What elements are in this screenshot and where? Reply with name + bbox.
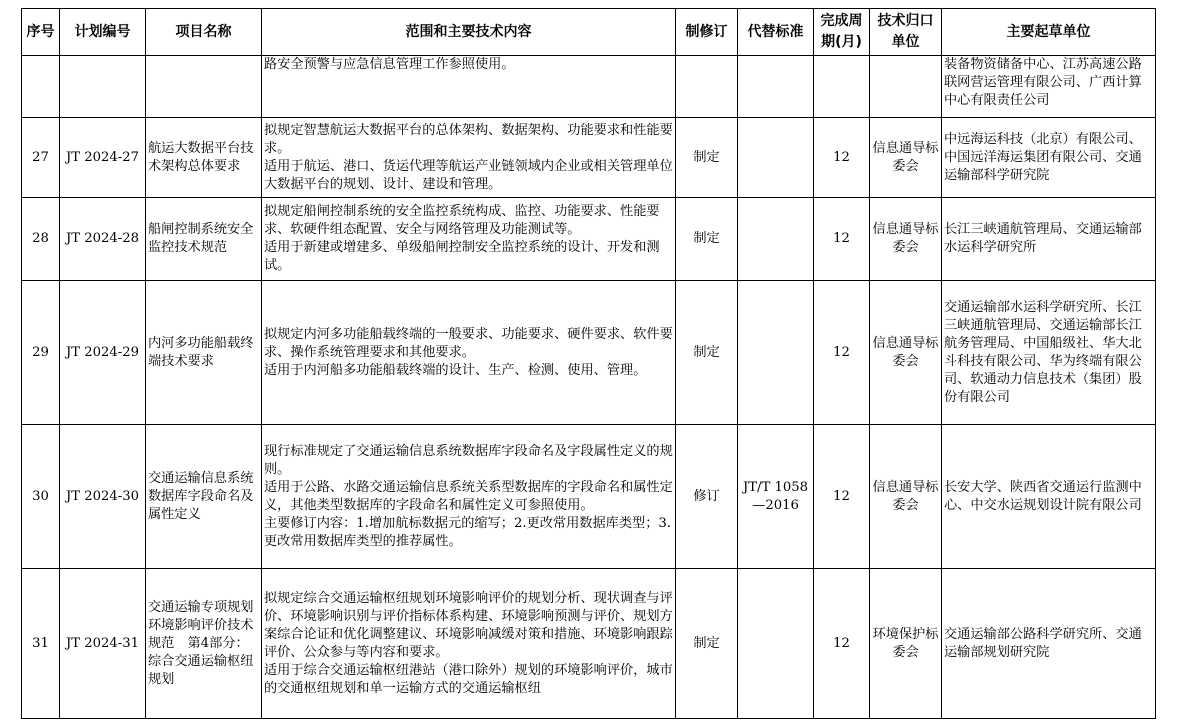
- plan-no-cell: JT 2024-28: [60, 198, 146, 281]
- table-row: [22, 569, 1156, 719]
- replaced-cell: [738, 118, 814, 198]
- plan-no-cell: JT 2024-27: [60, 118, 146, 198]
- scope-paragraph: 拟规定综合交通运输枢纽规划环境影响评价的规划分析、现状调查与评价、环境影响识别与评价指标体系构建、环境影响预测与评价、规划方案综合论证和优化调整建议、环境影响减缓对策和措施、环境影响跟踪评价、公众参与等内容和要求。: [264, 590, 673, 660]
- replaced-cell: [738, 198, 814, 281]
- type-cell: 制定: [676, 118, 738, 198]
- committee-cell: 环境保护标委会: [870, 569, 942, 719]
- committee-cell: 信息通导标委会: [870, 425, 942, 569]
- seq-cell: 28: [22, 198, 60, 281]
- type-cell: 制定: [676, 281, 738, 425]
- name-cell: 航运大数据平台技术架构总体要求: [146, 118, 262, 198]
- name-cell: 交通运输信息系统 数据库字段命名及属性定义: [146, 425, 262, 569]
- drafters-cell: 交通运输部水运科学研究所、长江三峡通航管理局、交通运输部长江航务管理局、中国船级社、华大北斗科技有限公司、华为终端有限公司、软通动力信息技术（集团）股份有限公司: [942, 281, 1156, 425]
- period-cell: 12: [814, 569, 870, 719]
- scope-paragraph: 适用于航运、港口、货运代理等航运产业链领域内企业或相关管理单位大数据平台的规划、设计、建设和管理。: [264, 158, 673, 192]
- committee-cell: 信息通导标委会: [870, 281, 942, 425]
- header-period: 完成周期(月): [814, 9, 870, 56]
- scope-cell: 路安全预警与应急信息管理工作参照使用。: [262, 56, 676, 118]
- drafters-cell: 中远海运科技（北京）有限公司、中国远洋海运集团有限公司、交通运输部科学研究院: [942, 118, 1156, 198]
- header-plan-no: 计划编号: [60, 9, 146, 56]
- seq-cell: 29: [22, 281, 60, 425]
- seq-cell: 30: [22, 425, 60, 569]
- scope-paragraph: 适用于内河船多功能船载终端的设计、生产、检测、使用、管理。: [264, 362, 647, 378]
- header-name: 项目名称: [146, 9, 262, 56]
- scope-paragraph: 适用于公路、水路交通运输信息系统关系型数据库的字段命名和属性定义，其他类型数据库的字段命名和属性定义可参照使用。: [264, 479, 673, 513]
- scope-cell: [262, 281, 676, 425]
- plan-no-cell: JT 2024-31: [60, 569, 146, 719]
- scope-cell: [262, 425, 676, 569]
- replaced-cell: [738, 281, 814, 425]
- plan-no-cell: JT 2024-29: [60, 281, 146, 425]
- scope-paragraph: 适用于综合交通运输枢纽港站（港口除外）规划的环境影响评价，城市的交通枢纽规划和单一运输方式的交通运输枢纽: [264, 662, 673, 696]
- drafters-cell: 长江三峡通航管理局、交通运输部水运科学研究所: [942, 198, 1156, 281]
- scope-cell: [262, 569, 676, 719]
- type-cell: 制定: [676, 569, 738, 719]
- table-row: [22, 118, 1156, 198]
- committee-cell: 信息通导标委会: [870, 198, 942, 281]
- drafters-cell: 长安大学、陕西省交通运行监测中心、中交水运规划设计院有限公司: [942, 425, 1156, 569]
- scope-paragraph: 适用于新建或增建多、单级船闸控制安全监控系统的设计、开发和测试。: [264, 240, 660, 273]
- scope-paragraph: 拟规定内河多功能船载终端的一般要求、功能要求、硬件要求、软件要求、操作系统管理要求和其他要求。: [264, 326, 673, 360]
- scope-paragraph: 拟规定智慧航运大数据平台的总体架构、数据架构、功能要求和性能要求。: [264, 122, 673, 156]
- committee-cell: 信息通导标委会: [870, 118, 942, 198]
- drafters-cell: 装备物资储备中心、江苏高速公路联网营运管理有限公司、广西计算中心有限责任公司: [942, 56, 1156, 118]
- plan-no-cell: JT 2024-30: [60, 425, 146, 569]
- name-cell: 船闸控制系统安全监控技术规范: [146, 198, 262, 281]
- header-row: [22, 9, 1156, 56]
- type-cell: 修订: [676, 425, 738, 569]
- period-cell: 12: [814, 281, 870, 425]
- header-seq: 序号: [22, 9, 60, 56]
- period-cell: 12: [814, 118, 870, 198]
- scope-paragraph: 现行标准规定了交通运输信息系统数据库字段命名及字段属性定义的规则。: [264, 443, 673, 477]
- header-scope: 范围和主要技术内容: [262, 9, 676, 56]
- scope-cell: [262, 118, 676, 198]
- header-replaced: 代替标准: [738, 9, 814, 56]
- table-row: [22, 425, 1156, 569]
- scope-paragraph: 主要修订内容：1.增加航标数据元的缩写；2.更改常用数据库类型；3.更改常用数据库类型的推荐属性。: [264, 515, 671, 549]
- name-cell: 交通运输专项规划环境影响评价技术规范 第4部分：综合交通运输枢纽规划: [146, 569, 262, 719]
- table-rows: [22, 118, 1156, 719]
- standards-plan-table: [21, 8, 1156, 719]
- table-row-continued: [22, 56, 1156, 118]
- period-cell: 12: [814, 425, 870, 569]
- header-drafters: 主要起草单位: [942, 9, 1156, 56]
- header-type: 制修订: [676, 9, 738, 56]
- period-cell: 12: [814, 198, 870, 281]
- seq-cell: 31: [22, 569, 60, 719]
- seq-cell: 27: [22, 118, 60, 198]
- table-row: [22, 281, 1156, 425]
- table-row: [22, 198, 1156, 281]
- scope-cell: [262, 198, 676, 281]
- name-cell: 内河多功能船载终端技术要求: [146, 281, 262, 425]
- type-cell: 制定: [676, 198, 738, 281]
- replaced-cell: JT/T 1058—2016: [738, 425, 814, 569]
- drafters-cell: 交通运输部公路科学研究所、交通运输部规划研究院: [942, 569, 1156, 719]
- scope-paragraph: 拟规定船闸控制系统的安全监控系统构成、监控、功能要求、性能要求、软硬件组态配置、安全与网络管理及功能测试等。: [264, 204, 660, 237]
- replaced-cell: [738, 569, 814, 719]
- header-committee: 技术归口单位: [870, 9, 942, 56]
